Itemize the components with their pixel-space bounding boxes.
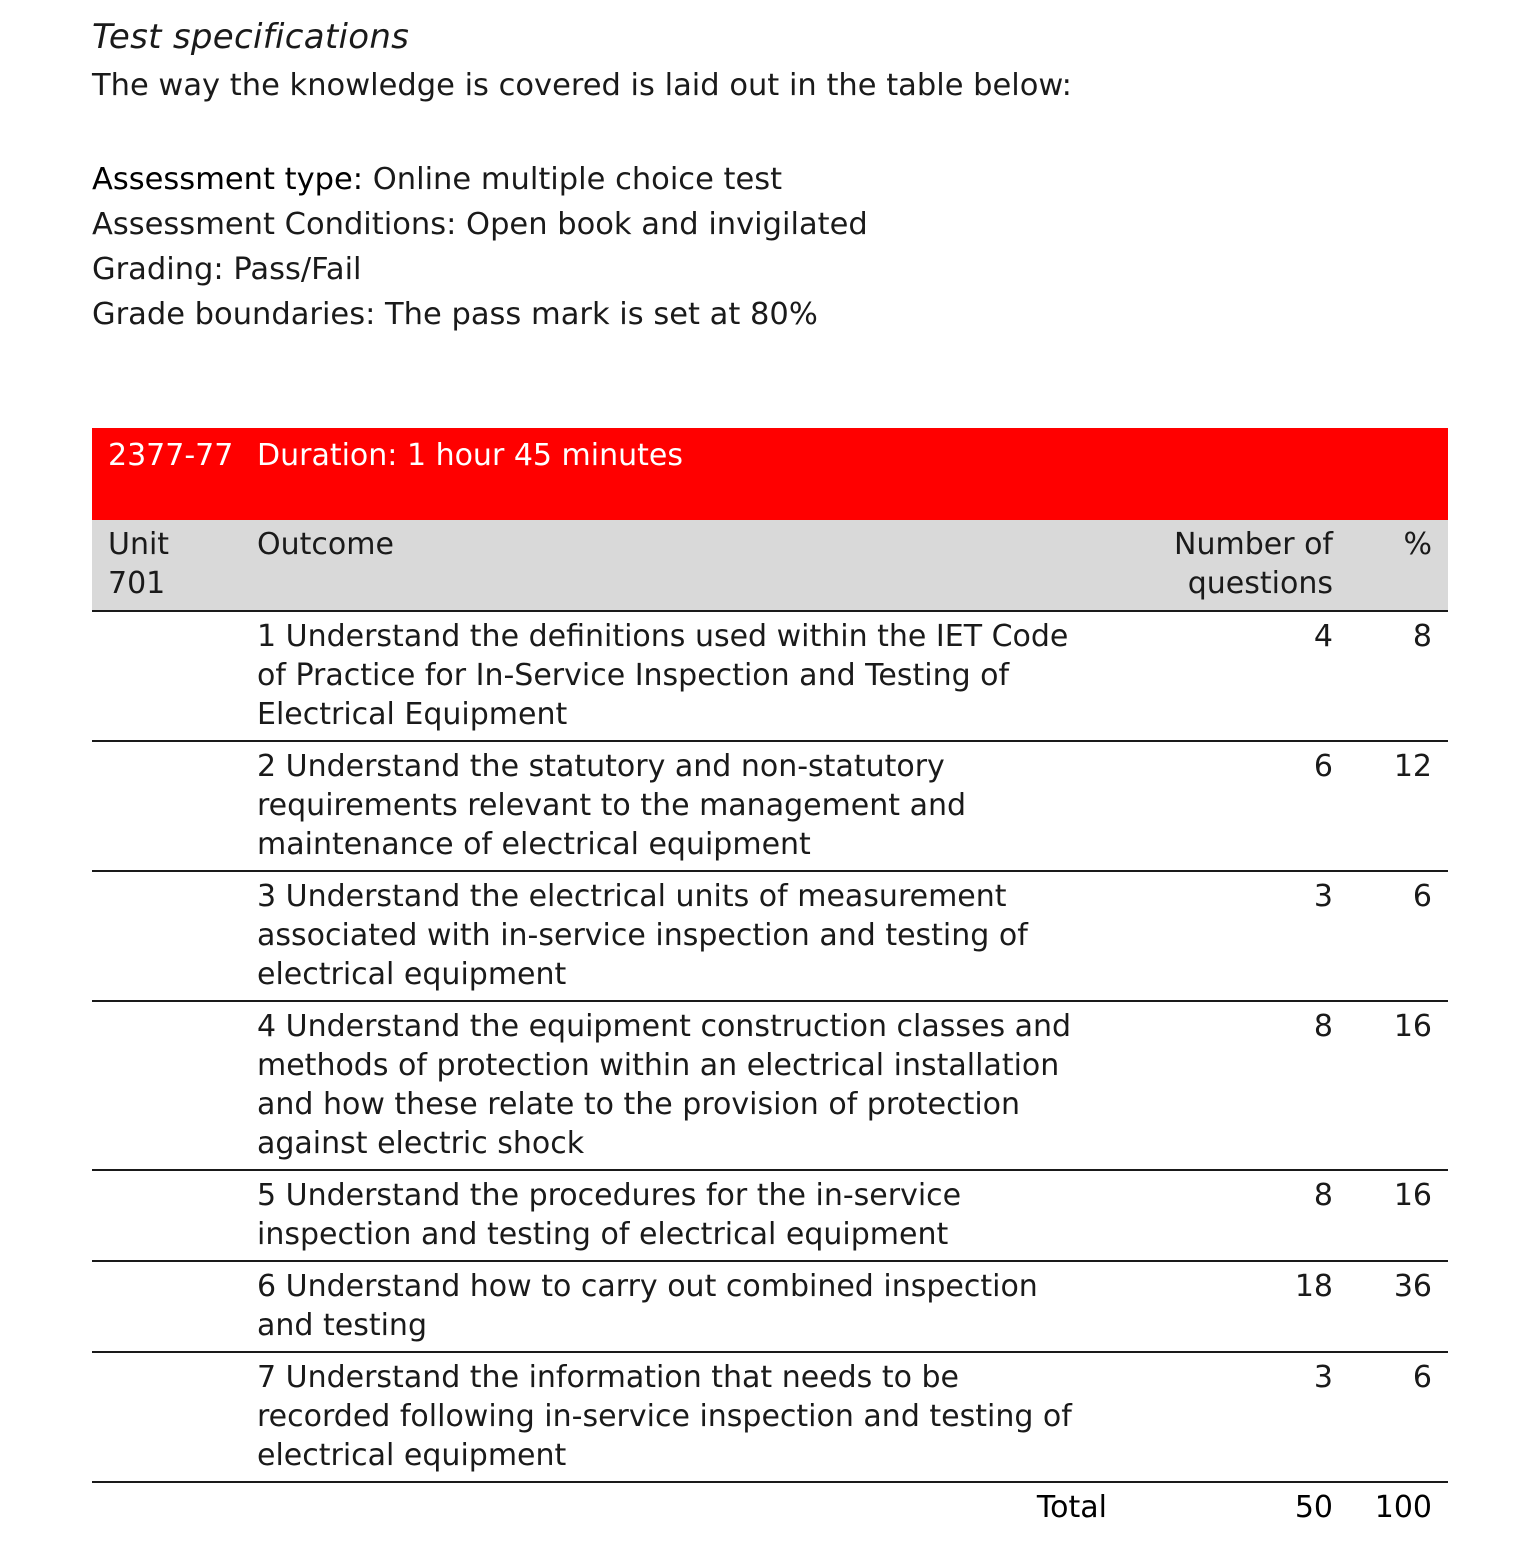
row-percent: 12 [1349, 741, 1448, 871]
row-unit-cell [92, 1170, 257, 1261]
grading: Grading: Pass/Fail [92, 252, 362, 287]
row-questions: 3 [1109, 1352, 1349, 1482]
row-unit-cell [92, 1352, 257, 1482]
qualification-code: 2377-77 [92, 428, 257, 520]
table-row [92, 1352, 1448, 1482]
assessment-type-label: Assessment type: [92, 162, 364, 197]
table-row [92, 611, 1448, 741]
row-unit-cell [92, 1261, 257, 1352]
duration: Duration: 1 hour 45 minutes [257, 428, 1448, 520]
total-spacer [92, 1482, 257, 1527]
section-title: Test specifications [92, 17, 410, 57]
row-unit-cell [92, 871, 257, 1001]
row-questions: 8 [1109, 1001, 1349, 1170]
total-label: Total [1036, 1490, 1107, 1525]
row-questions: 3 [1109, 871, 1349, 1001]
intro-text: The way the knowledge is covered is laid out in the table below: [92, 68, 1072, 103]
assessment-type-value: Online multiple choice test [363, 162, 783, 197]
row-questions: 4 [1109, 611, 1349, 741]
total-questions: 50 [1294, 1490, 1333, 1525]
row-percent: 36 [1349, 1261, 1448, 1352]
table-header [92, 520, 1448, 611]
row-unit-cell [92, 1001, 257, 1170]
header-unit [92, 520, 257, 611]
table-row [92, 1170, 1448, 1261]
row-percent: 16 [1349, 1170, 1448, 1261]
table-row [92, 741, 1448, 871]
row-questions: 18 [1109, 1261, 1349, 1352]
row-percent: 8 [1349, 611, 1448, 741]
header-outcome: Outcome [257, 520, 1109, 611]
row-outcome: 4 Understand the equipment construction classes and methods of protection within an electrical installation and how these relate to the provision of protection against electric shock [257, 1001, 1109, 1170]
table-row [92, 871, 1448, 1001]
row-outcome: 2 Understand the statutory and non-statutory requirements relevant to the management and maintenance of electrical equipment [257, 741, 1109, 871]
assessment-type [92, 157, 868, 202]
row-outcome: 3 Understand the electrical units of measurement associated with in-service inspection and testing of electrical equipment [257, 871, 1109, 1001]
header-number-of-questions [1109, 520, 1349, 611]
row-questions: 6 [1109, 741, 1349, 871]
table-banner [92, 428, 1448, 520]
header-num-line1: Number of [1174, 527, 1333, 562]
row-percent: 16 [1349, 1001, 1448, 1170]
assessment-info [92, 157, 868, 337]
header-num-line2: questions [1187, 566, 1333, 601]
header-unit-line2: 701 [108, 566, 166, 601]
table-row [92, 1261, 1448, 1352]
row-outcome: 6 Understand how to carry out combined inspection and testing [257, 1261, 1109, 1352]
test-spec-table [92, 428, 1448, 1527]
row-questions: 8 [1109, 1170, 1349, 1261]
header-percent: % [1349, 520, 1448, 611]
row-unit-cell [92, 611, 257, 741]
row-outcome: 5 Understand the procedures for the in-service inspection and testing of electrical equipment [257, 1170, 1109, 1261]
row-percent: 6 [1349, 871, 1448, 1001]
table-row [92, 1001, 1448, 1170]
row-outcome: 1 Understand the definitions used within the IET Code of Practice for In-Service Inspection and Testing of Electrical Equipment [257, 611, 1109, 741]
row-unit-cell [92, 741, 257, 871]
total-percent: 100 [1374, 1490, 1433, 1525]
grade-boundaries: Grade boundaries: The pass mark is set at 80% [92, 297, 818, 332]
row-percent: 6 [1349, 1352, 1448, 1482]
assessment-conditions: Assessment Conditions: Open book and invigilated [92, 207, 868, 242]
total-row [92, 1482, 1448, 1527]
header-unit-line1: Unit [108, 527, 170, 562]
row-outcome: 7 Understand the information that needs to be recorded following in-service inspection and testing of electrical equipment [257, 1352, 1109, 1482]
